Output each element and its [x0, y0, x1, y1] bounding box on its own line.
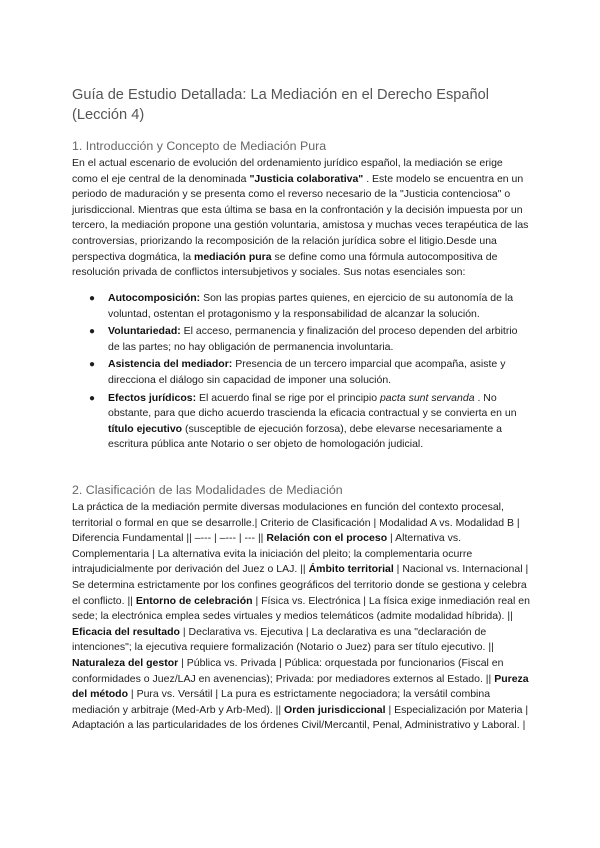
- list-item: [72, 291, 530, 322]
- text-run: | Alternativa vs. Complementaria | La alternativa evita la iniciación del pleito; la complementaria ocurre intrajudicialmente por derivación del Juez o LAJ. ||: [72, 532, 473, 576]
- list-item-term: Efectos jurídicos:: [108, 391, 197, 404]
- text-run: | Especialización por Materia | Adaptación a las particularidades de los órdenes Civil/Mercantil, Penal, Administrativo y Laboral. |: [72, 703, 529, 732]
- list-item-text: El acceso, permanencia y finalización del proceso dependen del arbitrio de las partes; no hay obligación de permanencia involuntaria.: [108, 325, 518, 353]
- text-run: | Nacional vs. Internacional | Se determina estrictamente por los confines geográficos del territorio donde se gestiona y celebra el conflicto. ||: [72, 563, 529, 607]
- list-item-term: Autocomposición:: [108, 292, 201, 304]
- list-item-text: (susceptible de ejecución forzosa), debe elevarse necesariamente a escritura pública ante Notario o ser objeto de homologación judicial.: [108, 422, 502, 451]
- list-item-term: título ejecutivo: [108, 422, 183, 435]
- list-item-term: Voluntariedad:: [108, 325, 181, 338]
- document-title: Guía de Estudio Detallada: La Mediación en el Derecho Español (Lección 4): [72, 87, 489, 123]
- bold-term: mediación pura: [193, 250, 272, 263]
- list-item-term: Asistencia del mediador:: [108, 358, 233, 371]
- bullet-icon: ●: [89, 359, 96, 371]
- list-item-text: Presencia de un tercero imparcial que acompaña, asiste y direcciona el diálogo sin capacidad de imponer una solución.: [108, 358, 506, 386]
- text-run: En el actual escenario de evolución del ordenamiento jurídico español, la mediación se erige como el eje central de la denominada: [72, 157, 503, 185]
- section-1-paragraph: [72, 156, 530, 281]
- list-item: [72, 357, 530, 388]
- list-item-text: Son las propias partes quienes, en ejercicio de su autonomía de la voluntad, ostentan el protagonismo y la responsabilidad de alcanzar la solución.: [108, 292, 514, 320]
- text-run: | Pública vs. Privada | Pública: orquestada por funcionarios (Fiscal en conformidades o Juez/LAJ en avenencias); Privada: por mediadores externos al Estado. ||: [72, 656, 504, 685]
- section-1-heading: 1. Introducción y Concepto de Mediación Pura: [72, 139, 327, 153]
- bullet-icon: ●: [89, 326, 96, 338]
- list-item: [72, 391, 530, 453]
- section-2-heading: 2. Clasificación de las Modalidades de Mediación: [72, 483, 343, 497]
- bullet-icon: ●: [89, 293, 96, 304]
- criterion-label: Entorno de celebración: [135, 594, 253, 607]
- text-run: | Física vs. Electrónica | La física exige inmediación real en sede; la electrónica emplea sedes virtuales y medios telemáticos (admite modalidad híbrida). ||: [72, 594, 530, 623]
- text-run: se define como una fórmula autocompositiva de resolución privada de conflictos intersubjetivos y sociales. Sus notas esenciales son:: [72, 250, 498, 279]
- bold-term: "Justicia colaborativa": [249, 172, 364, 185]
- criterion-label: Naturaleza del gestor: [72, 656, 179, 669]
- essential-notes-list: [72, 291, 530, 455]
- criterion-label: Ámbito territorial: [308, 563, 394, 576]
- bullet-icon: ●: [89, 392, 96, 404]
- text-run: | Pura vs. Versátil | La pura es estrictamente negociadora; la versátil combina mediación y arbitraje (Med-Arb y Arb-Med). ||: [72, 688, 491, 716]
- section-2-paragraph: [72, 500, 530, 734]
- criterion-label: Eficacia del resultado: [72, 625, 180, 638]
- text-run: . Este modelo se encuentra en un periodo de maduración y se presenta como el reverso necesario de la "Justicia contenciosa" o jurisdiccional. Mientras que esta última se basa en la confrontación y la decisión impuesta por un tercero, la mediación propone una gestión voluntaria, amistosa y muchas veces terapéutica de las controversias, priorizando la recomposición de la relación jurídica sobre el litigio.Desde una perspectiva dogmática, la: [72, 172, 529, 263]
- text-run: La práctica de la mediación permite diversas modulaciones en función del contexto procesal, territorial o formal en que se desarrolle.| Criterio de Clasificación | Modalidad A vs. Modalidad B | Diferencia Fundamental || –--- | –--- | --- ||: [72, 501, 520, 545]
- list-item-text: . No obstante, para que dicho acuerdo trascienda la eficacia contractual y se convierta en un: [108, 391, 517, 420]
- list-item: [72, 324, 530, 355]
- criterion-label: Pureza del método: [72, 672, 529, 701]
- text-run: | Declarativa vs. Ejecutiva | La declarativa es una "declaración de intenciones"; la ejecutiva requiere formalización (Notario o Juez) para ser título ejecutivo. ||: [72, 625, 494, 654]
- criterion-label: Orden jurisdiccional: [284, 703, 386, 716]
- latin-principle: pacta sunt servanda: [379, 391, 475, 404]
- criterion-label: Relación con el proceso: [266, 532, 388, 545]
- list-item-text: El acuerdo final se rige por el principio: [196, 391, 380, 404]
